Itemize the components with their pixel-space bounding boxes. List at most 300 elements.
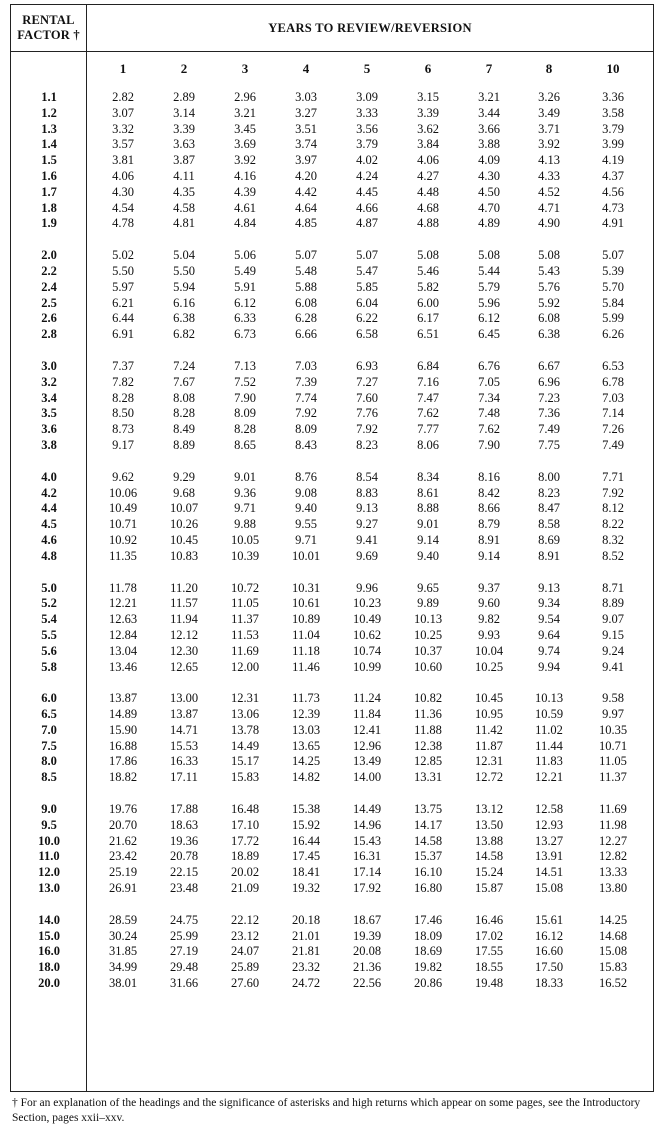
rental-factor-cell: 2.5 (41, 295, 57, 310)
rental-factor-cell: 4.0 (41, 469, 57, 484)
rental-factor-cell: 16.0 (38, 944, 60, 959)
rental-factor-cell: 1.4 (41, 137, 57, 152)
value-cell: 3.45 (234, 121, 256, 136)
value-cell: 10.25 (413, 627, 443, 642)
value-cell: 14.58 (413, 833, 443, 848)
value-cell: 4.87 (356, 216, 378, 231)
value-cell: 10.23 (352, 596, 382, 611)
value-cell: 12.39 (291, 707, 321, 722)
value-cell: 9.37 (478, 580, 500, 595)
value-cell: 12.31 (230, 691, 260, 706)
row-group (11, 90, 653, 232)
value-cell: 11.69 (231, 643, 259, 658)
rental-factor-cell: 4.5 (41, 517, 57, 532)
value-cell: 9.93 (478, 627, 500, 642)
rental-factor-cell: 5.8 (41, 659, 57, 674)
table-row (11, 849, 653, 865)
value-cell: 8.08 (173, 390, 195, 405)
value-cell: 7.77 (417, 422, 439, 437)
value-cell: 10.83 (169, 548, 199, 563)
value-cell: 6.21 (112, 295, 134, 310)
value-cell: 10.82 (413, 691, 443, 706)
value-cell: 7.49 (602, 437, 624, 452)
value-cell: 7.05 (478, 374, 500, 389)
value-cell: 4.81 (173, 216, 195, 231)
value-cell: 3.07 (112, 105, 134, 120)
value-cell: 18.63 (169, 817, 199, 832)
rental-factor-cell: 3.4 (41, 390, 57, 405)
value-cell: 8.61 (417, 485, 439, 500)
value-cell: 17.55 (474, 944, 504, 959)
value-cell: 3.71 (538, 121, 560, 136)
value-cell: 9.29 (173, 469, 195, 484)
value-cell: 11.37 (231, 612, 259, 627)
value-cell: 27.19 (169, 944, 199, 959)
rental-factor-cell: 4.6 (41, 532, 57, 547)
value-cell: 4.39 (234, 184, 256, 199)
value-cell: 8.65 (234, 437, 256, 452)
value-cell: 3.62 (417, 121, 439, 136)
value-cell: 14.49 (230, 738, 260, 753)
value-cell: 15.08 (598, 944, 628, 959)
value-cell: 4.37 (602, 168, 624, 183)
table-row (11, 660, 653, 676)
value-cell: 4.30 (478, 168, 500, 183)
value-cell: 22.12 (230, 912, 260, 927)
value-cell: 17.88 (169, 802, 199, 817)
value-cell: 10.71 (108, 517, 138, 532)
table-row (11, 770, 653, 786)
value-cell: 6.04 (356, 295, 378, 310)
value-cell: 8.42 (478, 485, 500, 500)
rental-factor-cell: 1.3 (41, 121, 57, 136)
table-row (11, 486, 653, 502)
value-cell: 7.71 (602, 469, 624, 484)
value-cell: 4.88 (417, 216, 439, 231)
table-header (11, 5, 653, 52)
table-frame (10, 4, 654, 1092)
value-cell: 9.41 (602, 659, 624, 674)
value-cell: 12.27 (598, 833, 628, 848)
table-row (11, 644, 653, 660)
value-cell: 8.16 (478, 469, 500, 484)
value-cell: 8.12 (602, 501, 624, 516)
value-cell: 5.07 (356, 248, 378, 263)
value-cell: 6.00 (417, 295, 439, 310)
value-cell: 20.86 (413, 976, 443, 991)
value-cell: 13.12 (474, 802, 504, 817)
value-cell: 9.41 (356, 532, 378, 547)
row-group (11, 691, 653, 786)
table-row (11, 691, 653, 707)
value-cell: 6.76 (478, 358, 500, 373)
value-cell: 7.13 (234, 358, 256, 373)
value-cell: 3.87 (173, 153, 195, 168)
value-cell: 29.48 (169, 960, 199, 975)
value-cell: 17.92 (352, 881, 382, 896)
value-cell: 13.88 (474, 833, 504, 848)
table-row (11, 754, 653, 770)
value-cell: 3.63 (173, 137, 195, 152)
value-cell: 6.53 (602, 358, 624, 373)
table-row (11, 406, 653, 422)
column-header-year: 6 (424, 61, 432, 76)
value-cell: 15.53 (169, 738, 199, 753)
value-cell: 14.00 (352, 770, 382, 785)
value-cell: 12.31 (474, 754, 504, 769)
value-cell: 15.87 (474, 881, 504, 896)
value-cell: 11.46 (292, 659, 320, 674)
value-cell: 10.25 (474, 659, 504, 674)
value-cell: 7.75 (538, 437, 560, 452)
value-cell: 10.59 (534, 707, 564, 722)
value-cell: 8.50 (112, 406, 134, 421)
value-cell: 4.06 (417, 153, 439, 168)
table-row (11, 106, 653, 122)
table-row (11, 802, 653, 818)
value-cell: 11.04 (292, 627, 320, 642)
value-cell: 8.91 (478, 532, 500, 547)
value-cell: 16.80 (413, 881, 443, 896)
rental-factor-cell: 4.4 (41, 501, 57, 516)
value-cell: 5.48 (295, 263, 317, 278)
value-cell: 4.30 (112, 184, 134, 199)
value-cell: 18.55 (474, 960, 504, 975)
value-cell: 8.22 (602, 517, 624, 532)
value-cell: 9.07 (602, 612, 624, 627)
value-cell: 17.45 (291, 849, 321, 864)
value-cell: 3.79 (602, 121, 624, 136)
value-cell: 9.71 (295, 532, 317, 547)
value-cell: 16.52 (598, 976, 628, 991)
row-group (11, 359, 653, 454)
rental-factor-cell: 5.5 (41, 627, 57, 642)
value-cell: 5.70 (602, 279, 624, 294)
table-row (11, 311, 653, 327)
value-cell: 9.27 (356, 517, 378, 532)
value-cell: 7.27 (356, 374, 378, 389)
value-cell: 6.12 (478, 311, 500, 326)
value-cell: 7.03 (602, 390, 624, 405)
value-cell: 11.87 (475, 738, 503, 753)
value-cell: 9.34 (538, 596, 560, 611)
value-cell: 10.31 (291, 580, 321, 595)
value-cell: 20.08 (352, 944, 382, 959)
value-cell: 9.94 (538, 659, 560, 674)
value-cell: 8.34 (417, 469, 439, 484)
table-row (11, 185, 653, 201)
value-cell: 13.46 (108, 659, 138, 674)
value-cell: 5.08 (417, 248, 439, 263)
value-cell: 12.84 (108, 627, 138, 642)
value-cell: 2.96 (234, 90, 256, 104)
value-cell: 3.81 (112, 153, 134, 168)
value-cell: 8.52 (602, 548, 624, 563)
value-cell: 19.76 (108, 802, 138, 817)
rental-factor-cell: 7.5 (41, 738, 57, 753)
table-row (11, 612, 653, 628)
value-cell: 4.48 (417, 184, 439, 199)
table-row (11, 976, 653, 992)
value-cell: 4.35 (173, 184, 195, 199)
value-cell: 10.26 (169, 517, 199, 532)
table-row (11, 201, 653, 217)
value-cell: 8.43 (295, 437, 317, 452)
value-cell: 25.99 (169, 928, 199, 943)
column-header-year: 4 (302, 61, 310, 76)
rental-factor-cell: 15.0 (38, 928, 60, 943)
value-cell: 10.60 (413, 659, 443, 674)
value-cell: 16.48 (230, 802, 260, 817)
table-row (11, 248, 653, 264)
value-cell: 6.84 (417, 358, 439, 373)
value-cell: 11.37 (599, 770, 627, 785)
table-row (11, 391, 653, 407)
value-cell: 7.47 (417, 390, 439, 405)
value-cell: 4.11 (173, 168, 195, 183)
value-cell: 10.61 (291, 596, 321, 611)
value-cell: 13.50 (474, 817, 504, 832)
value-cell: 9.24 (602, 643, 624, 658)
rental-factor-cell: 3.0 (41, 358, 57, 373)
value-cell: 11.24 (353, 691, 381, 706)
value-cell: 7.52 (234, 374, 256, 389)
value-cell: 7.60 (356, 390, 378, 405)
value-cell: 11.94 (170, 612, 198, 627)
table-row (11, 834, 653, 850)
value-cell: 10.13 (413, 612, 443, 627)
table-row (11, 90, 653, 106)
value-cell: 14.49 (352, 802, 382, 817)
value-cell: 9.82 (478, 612, 500, 627)
value-cell: 27.60 (230, 976, 260, 991)
value-cell: 22.56 (352, 976, 382, 991)
value-cell: 17.50 (534, 960, 564, 975)
value-cell: 6.66 (295, 327, 317, 342)
value-cell: 12.72 (474, 770, 504, 785)
table-row (11, 501, 653, 517)
column-header-year: 1 (119, 61, 127, 76)
value-cell: 3.92 (234, 153, 256, 168)
value-cell: 23.48 (169, 881, 199, 896)
table-row (11, 122, 653, 138)
row-group (11, 470, 653, 565)
value-cell: 16.33 (169, 754, 199, 769)
value-cell: 5.50 (112, 263, 134, 278)
value-cell: 13.87 (169, 707, 199, 722)
value-cell: 15.17 (230, 754, 260, 769)
value-cell: 5.08 (538, 248, 560, 263)
value-cell: 12.58 (534, 802, 564, 817)
value-cell: 4.20 (295, 168, 317, 183)
value-cell: 25.19 (108, 865, 138, 880)
value-cell: 8.58 (538, 517, 560, 532)
table-row (11, 359, 653, 375)
value-cell: 3.44 (478, 105, 500, 120)
value-cell: 9.88 (234, 517, 256, 532)
value-cell: 10.92 (108, 532, 138, 547)
value-cell: 6.08 (295, 295, 317, 310)
value-cell: 7.34 (478, 390, 500, 405)
value-cell: 17.46 (413, 912, 443, 927)
value-cell: 8.66 (478, 501, 500, 516)
value-cell: 9.14 (417, 532, 439, 547)
value-cell: 11.05 (231, 596, 259, 611)
value-cell: 11.69 (599, 802, 627, 817)
value-cell: 16.88 (108, 738, 138, 753)
value-cell: 8.28 (173, 406, 195, 421)
value-cell: 4.02 (356, 153, 378, 168)
value-cell: 8.47 (538, 501, 560, 516)
table-row (11, 438, 653, 454)
rental-factor-cell: 3.5 (41, 406, 57, 421)
value-cell: 4.42 (295, 184, 317, 199)
value-cell: 15.43 (352, 833, 382, 848)
value-cell: 11.98 (599, 817, 627, 832)
value-cell: 9.58 (602, 691, 624, 706)
value-cell: 3.32 (112, 121, 134, 136)
table-row (11, 137, 653, 153)
table-row (11, 628, 653, 644)
value-cell: 5.07 (602, 248, 624, 263)
value-cell: 4.33 (538, 168, 560, 183)
value-cell: 5.43 (538, 263, 560, 278)
value-cell: 11.35 (109, 548, 137, 563)
value-cell: 5.99 (602, 311, 624, 326)
value-cell: 10.72 (230, 580, 260, 595)
value-cell: 10.06 (108, 485, 138, 500)
value-cell: 3.27 (295, 105, 317, 120)
value-cell: 19.39 (352, 928, 382, 943)
value-cell: 21.01 (291, 928, 321, 943)
table-row (11, 533, 653, 549)
value-cell: 7.90 (234, 390, 256, 405)
value-cell: 9.40 (417, 548, 439, 563)
value-cell: 4.50 (478, 184, 500, 199)
rental-factor-cell: 6.0 (41, 691, 57, 706)
value-cell: 22.15 (169, 865, 199, 880)
value-cell: 11.53 (231, 627, 259, 642)
value-cell: 9.13 (538, 580, 560, 595)
row-group (11, 581, 653, 676)
value-cell: 30.24 (108, 928, 138, 943)
value-cell: 28.59 (108, 912, 138, 927)
table-row (11, 881, 653, 897)
value-cell: 10.74 (352, 643, 382, 658)
value-cell: 9.40 (295, 501, 317, 516)
rental-factor-cell: 1.2 (41, 105, 57, 120)
value-cell: 23.12 (230, 928, 260, 943)
value-cell: 4.52 (538, 184, 560, 199)
value-cell: 14.25 (291, 754, 321, 769)
value-cell: 3.88 (478, 137, 500, 152)
value-cell: 26.91 (108, 881, 138, 896)
rental-factor-cell: 9.5 (41, 817, 57, 832)
value-cell: 15.37 (413, 849, 443, 864)
value-cell: 12.12 (169, 627, 199, 642)
value-cell: 4.61 (234, 200, 256, 215)
value-cell: 14.68 (598, 928, 628, 943)
value-cell: 15.61 (534, 912, 564, 927)
value-cell: 17.72 (230, 833, 260, 848)
value-cell: 6.16 (173, 295, 195, 310)
rental-factor-cell: 4.2 (41, 485, 57, 500)
rental-factor-cell: 4.8 (41, 548, 57, 563)
table-row (11, 929, 653, 945)
column-header-year: 10 (606, 61, 620, 76)
value-cell: 5.94 (173, 279, 195, 294)
value-cell: 4.16 (234, 168, 256, 183)
value-cell: 3.79 (356, 137, 378, 152)
value-cell: 7.24 (173, 358, 195, 373)
value-cell: 4.06 (112, 168, 134, 183)
rental-factor-cell: 3.6 (41, 422, 57, 437)
value-cell: 3.74 (295, 137, 317, 152)
value-cell: 7.76 (356, 406, 378, 421)
value-cell: 8.00 (538, 469, 560, 484)
value-cell: 8.06 (417, 437, 439, 452)
table-row (11, 549, 653, 565)
value-cell: 12.38 (413, 738, 443, 753)
value-cell: 18.89 (230, 849, 260, 864)
value-cell: 13.03 (291, 722, 321, 737)
value-cell: 4.24 (356, 168, 378, 183)
value-cell: 4.13 (538, 153, 560, 168)
value-cell: 3.26 (538, 90, 560, 104)
value-cell: 3.49 (538, 105, 560, 120)
value-cell: 14.58 (474, 849, 504, 864)
value-cell: 9.69 (356, 548, 378, 563)
value-cell: 10.01 (291, 548, 321, 563)
value-cell: 16.31 (352, 849, 382, 864)
column-header-year: 2 (180, 61, 188, 76)
value-cell: 7.92 (295, 406, 317, 421)
value-cell: 14.89 (108, 707, 138, 722)
value-cell: 14.17 (413, 817, 443, 832)
value-cell: 13.06 (230, 707, 260, 722)
value-cell: 6.67 (538, 358, 560, 373)
value-cell: 10.07 (169, 501, 199, 516)
value-cell: 7.48 (478, 406, 500, 421)
value-cell: 21.62 (108, 833, 138, 848)
value-cell: 10.45 (474, 691, 504, 706)
table-row (11, 375, 653, 391)
value-cell: 17.10 (230, 817, 260, 832)
rental-factor-cell: 5.0 (41, 580, 57, 595)
value-cell: 4.54 (112, 200, 134, 215)
value-cell: 14.96 (352, 817, 382, 832)
value-cell: 7.14 (602, 406, 624, 421)
value-cell: 6.08 (538, 311, 560, 326)
value-cell: 13.75 (413, 802, 443, 817)
value-cell: 13.00 (169, 691, 199, 706)
value-cell: 9.60 (478, 596, 500, 611)
rental-factor-cell: 18.0 (38, 960, 60, 975)
column-header-year: 3 (241, 61, 249, 76)
value-cell: 18.69 (413, 944, 443, 959)
value-cell: 13.87 (108, 691, 138, 706)
value-cell: 16.60 (534, 944, 564, 959)
value-cell: 16.12 (534, 928, 564, 943)
value-cell: 5.88 (295, 279, 317, 294)
value-cell: 6.73 (234, 327, 256, 342)
value-cell: 3.97 (295, 153, 317, 168)
value-cell: 5.97 (112, 279, 134, 294)
value-cell: 13.80 (598, 881, 628, 896)
value-cell: 9.15 (602, 627, 624, 642)
value-cell: 4.58 (173, 200, 195, 215)
value-cell: 7.37 (112, 358, 134, 373)
